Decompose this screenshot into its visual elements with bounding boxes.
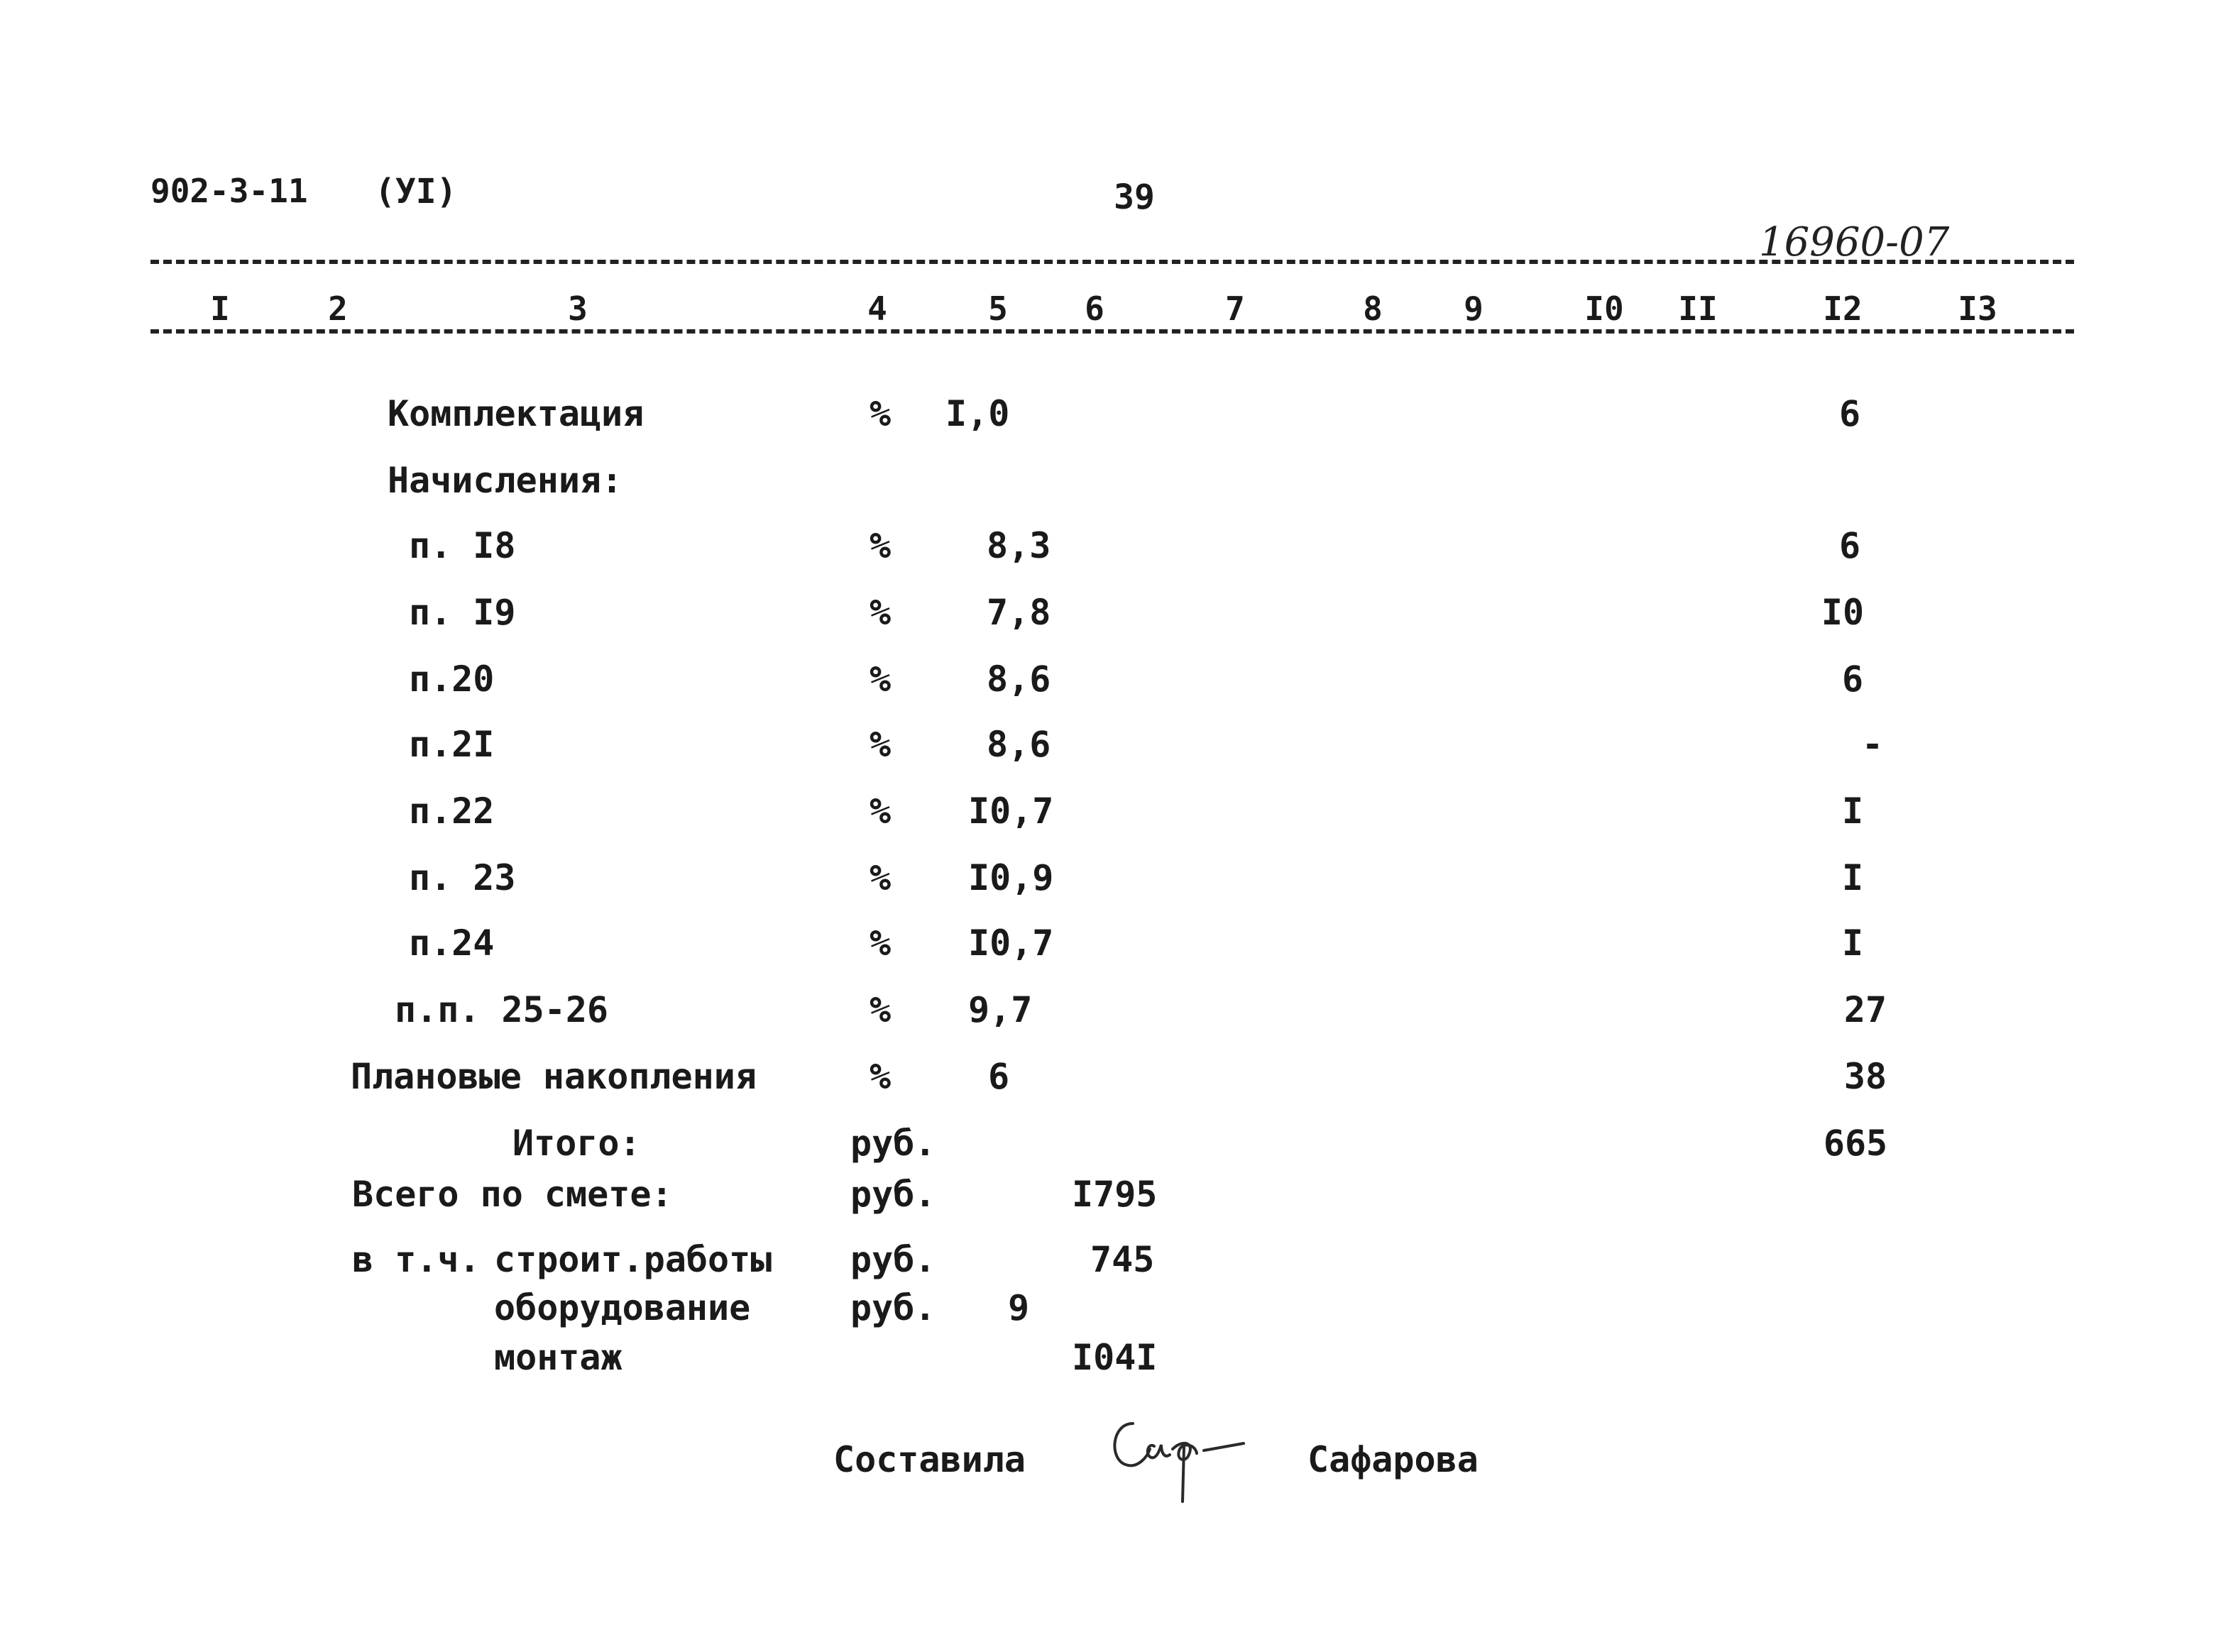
row-unit: % (869, 724, 892, 765)
row-unit: руб. (850, 1123, 936, 1164)
row-unit: % (869, 923, 892, 964)
equipment-label: оборудование (494, 1287, 751, 1328)
row-value: 8,6 (987, 659, 1051, 700)
row-value: 8,3 (987, 525, 1051, 566)
row-result: - (1861, 724, 1884, 765)
equipment-unit: руб. (850, 1287, 936, 1328)
row-result: I0 (1821, 592, 1865, 633)
construction-value: 745 (1090, 1239, 1155, 1280)
row-result: 38 (1843, 1056, 1887, 1097)
column-number: 6 (1085, 290, 1104, 328)
compiler-name: Сафарова (1307, 1439, 1479, 1480)
column-number: 4 (867, 290, 887, 328)
section-label: (УI) (375, 172, 457, 211)
row-name: п. I9 (409, 592, 516, 633)
header-line-top (150, 260, 2074, 264)
column-number: 5 (988, 290, 1008, 328)
row-unit: % (869, 659, 892, 700)
row-unit: % (869, 1056, 892, 1097)
construction-unit: руб. (850, 1239, 936, 1280)
column-number: 9 (1464, 290, 1484, 328)
row-name: п.22 (409, 791, 495, 832)
row-name: п. I8 (409, 525, 516, 566)
row-unit: % (869, 989, 892, 1030)
row-unit: % (869, 393, 892, 434)
row-name: Итого: (512, 1123, 641, 1164)
row-name: Плановые накопления (351, 1056, 757, 1097)
column-number: 3 (568, 290, 588, 328)
handwritten-signature (1104, 1402, 1261, 1509)
equipment-value: 9 (1008, 1287, 1030, 1328)
row-result: I (1841, 857, 1864, 898)
column-number: 8 (1363, 290, 1383, 328)
row-result: 6 (1838, 393, 1861, 434)
row-result: 6 (1841, 659, 1864, 700)
column-number: I3 (1958, 290, 1997, 328)
row-name: п.2I (409, 724, 495, 765)
row-name: п.20 (409, 659, 495, 700)
row-result: 27 (1843, 989, 1887, 1030)
row-name: Комплектация (388, 393, 645, 434)
compiled-label: Составила (833, 1439, 1026, 1480)
construction-label: строит.работы (494, 1239, 772, 1280)
row-result: I (1841, 791, 1864, 832)
row-result: 665 (1823, 1123, 1888, 1164)
column-number: II (1678, 290, 1718, 328)
total-value: I795 (1072, 1174, 1158, 1215)
handwritten-number: 16960-07 (1759, 219, 1950, 265)
document-code: 902-3-11 (150, 172, 308, 210)
total-label: Всего по смете: (352, 1174, 673, 1215)
row-value: I0,9 (968, 857, 1054, 898)
incl-prefix: в т.ч. (352, 1239, 481, 1280)
column-number: 2 (328, 290, 348, 328)
row-value: I,0 (945, 393, 1010, 434)
row-value: 7,8 (987, 592, 1051, 633)
header-line-bottom (150, 329, 2074, 334)
column-number: I0 (1584, 290, 1624, 328)
row-unit: % (869, 857, 892, 898)
row-name: п. 23 (409, 857, 516, 898)
installation-value: I04I (1072, 1337, 1158, 1378)
row-unit: % (869, 791, 892, 832)
row-value: I0,7 (968, 923, 1054, 964)
row-unit: % (869, 525, 892, 566)
row-name: п.24 (409, 923, 495, 964)
row-name: п.п. 25-26 (395, 989, 609, 1030)
installation-label: монтаж (494, 1337, 623, 1378)
row-value: 9,7 (968, 989, 1033, 1030)
column-number: I2 (1823, 290, 1863, 328)
page-number: 39 (1114, 177, 1155, 217)
row-result: 6 (1838, 525, 1861, 566)
total-unit: руб. (850, 1174, 936, 1215)
row-value: 6 (988, 1056, 1010, 1097)
column-number: 7 (1225, 290, 1245, 328)
column-number: I (210, 290, 230, 328)
row-value: 8,6 (987, 724, 1051, 765)
row-name: Начисления: (388, 460, 623, 501)
row-result: I (1841, 923, 1864, 964)
row-value: I0,7 (968, 791, 1054, 832)
row-unit: % (869, 592, 892, 633)
